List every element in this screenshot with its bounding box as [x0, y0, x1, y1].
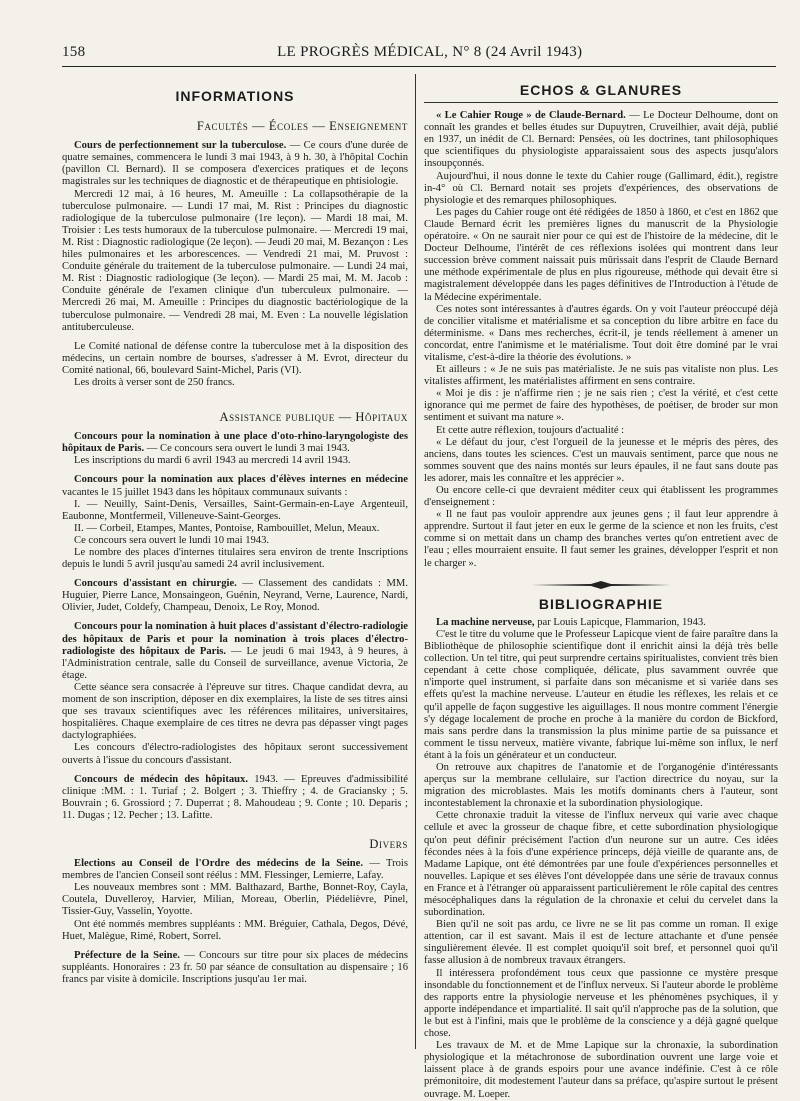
article-paragraph: Les pages du Cahier rouge ont été rédigées de 1850 à 1860, et c'est en 1862 que Claude Bernard écrit les premières lignes du manuscrit de la Physiologie opératoire. « On ne saurait nier pour ce qui est de l'histoire de la médecine, dit le Docteur Delhoume, l'intérêt de ces réflexions isolées qui montrent dans leur succession brève comment naissait puis mûrissait dans l'esprit de Claude Bernard une méthode expérimentale de plus en plus rigoureuse, méthode qui devait être si magistralement développée dans les pages définitives de l'Introduction à l'étude de la Médecine expérimentale. — [424, 206, 778, 303]
article-paragraph: Ces notes sont intéressantes à d'autres égards. On y voit l'auteur préoccupé déjà de concilier vitalisme et matérialisme et sa conception du libre arbitre en face du déterminisme. « Dans mes recherches, écrit-il, je tends réellement à amener un concordat, entre l'animisme et le matérialisme. Tout doit être dominé par le vrai vitalisme, c'est-à-dire la théorie des évolutions. » — [424, 303, 778, 363]
article-paragraph: Concours pour la nomination à huit places d'assistant d'électro-radiologie des hôpitaux de Paris et pour la nomination à trois places d'électro-radiologiste des hôpitaux de Paris. — Le jeudi 6 mai 1943, à 9 heures, à l'Administration centrale, salle du Conseil de surveillance, avenue Victoria, 2e étage. — [62, 621, 408, 681]
section-title-informations: INFORMATIONS — [175, 88, 295, 104]
ornament-rule-icon — [531, 581, 671, 589]
article-paragraph: Concours pour la nomination aux places d'élèves internes en médecine vacantes le 15 juillet 1943 dans les hôpitaux communaux suivants : — [62, 474, 408, 498]
article-paragraph: « Le défaut du jour, c'est l'orgueil de la jeunesse et le mépris des pères, des anciens, dans toutes les sciences. C'est un mauvais sentiment, parce que nous ne sommes souvent que des nains montés sur leurs épaules, il ne faut sans doute pas les adorer, mais les connaître et les apprécier ». — [424, 436, 778, 484]
right-column — [424, 80, 778, 1101]
article-lead: Cours de perfectionnement sur la tuberculose. — [74, 140, 287, 152]
article-lead: « Le Cahier Rouge » de Claude-Bernard. — [436, 110, 626, 122]
article-paragraph: Le Comité national de défense contre la tuberculose met à la disposition des médecins, un certain nombre de bourses, s'adresser à M. Evrot, directeur du Comité national, 66, boulevard Saint-Michel, Paris (VI). — [62, 340, 408, 376]
article-paragraph: Concours d'assistant en chirurgie. — Classement des candidats : MM. Huguier, Pierre Lance, Monsaingeon, Guénin, Neyrand, Verne, Laurence, Nardi, Olivier, Judet, Coldefy, Champeau, Denoix, Le Roy, Monod. — [62, 578, 408, 614]
article-paragraph: « Le Cahier Rouge » de Claude-Bernard. — Le Docteur Delhoume, dont on connaît les grandes et belles études sur Dupuytren, Cruveilhier, avait déjà, publié en 1937, un inédit de Cl. Bernard: Pensées, où les doctrines, tant philosophiques que scientifiques du physiologiste apparaissaient sous des aspects jusqu'alors insoupçonnés. — [424, 110, 778, 170]
article-paragraph: Cette chronaxie traduit la vitesse de l'influx nerveux qui varie avec chaque cellule et avec la grosseur de chaque fibre, et cette subordination physiologique qu'on peut définir précisément l'action d'un neurone sur un autre. Ces idées fécondes nées à la fois d'une expérience princeps, déjà vieille de quarante ans, de Madame Lapique, ont été démontrées par une foule d'expériences personnelles et nouvelles. Lapique et ses élèves l'ont développée dans une série de travaux connus en France et à l'étranger où apparaissent particulièrement le rôle capital des centres mésocéphaliques dans la régulation de la chronaxie et celui du cervelet dans la subordination. — [424, 810, 778, 919]
subhead-facultes: Facultés — Écoles — Enseignement — [196, 119, 408, 134]
article-paragraph: Concours pour la nomination à une place d'oto-rhino-laryngologiste des hôpitaux de Paris. — Ce concours sera ouvert le lundi 3 mai 1943. — [62, 431, 408, 455]
article-lead: Concours pour la nomination aux places d'élèves internes en médecine — [74, 474, 408, 486]
article-paragraph: Les inscriptions du mardi 6 avril 1943 au mercredi 14 avril 1943. — [74, 455, 351, 467]
article-lead: Concours pour la nomination à huit places d'assistant d'électro-radiologie des hôpitaux de Paris et pour la nomination à trois places d'électro-radiologiste des hôpitaux de Paris. — [62, 621, 408, 657]
article-paragraph: Aujourd'hui, il nous donne le texte du Cahier rouge (Gallimard, édit.), registre in-4° où Cl. Bernard notait ses projets d'expériences, des observations de physiologie et des remarques philosophiques. — [424, 170, 778, 206]
article-paragraph: Mercredi 12 mai, à 16 heures, M. Ameuille : La collapsothérapie de la tuberculose pulmonaire. — Lundi 17 mai, M. Rist : Principes du diagnostic radiologique de la tuberculose pulmonaire (1re leçon). — Mardi 18 mai, M. Troisier : Les tests humoraux de la tuberculose pulmonaire. — Mercredi 19 mai, M. Rist : Diagnostic radiologique (2e leçon). — Jeudi 20 mai, M. Bezançon : Les hiles pulmonaires et les arborescences. — Vendredi 21 mai, M. Pruvost : Conduite générale du traitement de la tuberculose pulmonaire. — Lundi 24 mai, M. Rist : Diagnostic radiologique (3e leçon). — Mardi 25 mai, M. M. Jacob : Conduite générale de l'examen clinique d'un tuberculeux pulmonaire. — Mercredi 26 mai, M. Ameuille : Principes du diagnostic bactériologique de la tuberculose pulmonaire. — Vendredi 28 mai, M. Even : La nouvelle législation antituberculeuse. — [62, 188, 408, 333]
article-paragraph: Ou encore celle-ci que devraient méditer ceux qui établissent les programmes d'enseignement : — [424, 485, 778, 509]
article-paragraph: Concours de médecin des hôpitaux. 1943. — Epreuves d'admissibilité clinique :MM. : 1. Turiaf ; 2. Bolgert ; 3. Thieffry ; 4. de Graciansky ; 5. Bouvrain ; 6. Grossiord ; 7. Duperrat ; 8. Mahoudeau ; 9. Conte ; 10. Deparis ; 11. Dugas ; 12. Pecher ; 13. Lafitte. — [62, 773, 408, 821]
article-paragraph: Les travaux de M. et de Mme Lapique sur la chronaxie, la subordination physiologique et la métachronose de subordination ouvrent une large voie et laissent place à de grands espoirs pour une avance indéfinie. C'est à ce rôle prémonitoire, dit modestement l'auteur dans sa préface, qu'aspire surtout le présent ouvrage. M. Loeper. — [424, 1040, 778, 1100]
article-paragraph: Elections au Conseil de l'Ordre des médecins de la Seine. — Trois membres de l'ancien Conseil sont réélus : MM. Flessinger, Lemierre, Lafay. — [62, 858, 408, 882]
article-paragraph: Les nouveaux membres sont : MM. Balthazard, Barthe, Bonnet-Roy, Cayla, Coutela, Duvelleroy, Harvier, Milian, Moreau, Oberlin, Piédelièvre, Pinel, Tissier-Guy, Vasselin, Yoyotte. — [62, 882, 408, 918]
article-paragraph: Cours de perfectionnement sur la tuberculose. — Ce cours d'une durée de quatre semaines, commencera le lundi 3 mai 1943, à 9 h. 30, à l'hôpital Cochin (pavillon Cl. Bernard). Il se composera d'exercices pratiques et de leçons magistrales sur les techniques de diagnostic et de thérapeutique en phtisiologie. — [62, 140, 408, 188]
article-paragraph: Et cette autre réflexion, toujours d'actualité : — [436, 424, 625, 436]
article-lead: La machine nerveuse, — [436, 616, 535, 628]
article-paragraph: I. — Neuilly, Saint-Denis, Versailles, Saint-Germain-en-Laye Argenteuil, Eaubonne, Montfermeil, Villeneuve-Saint-Georges. — [62, 498, 408, 522]
article-paragraph: « Il ne faut pas vouloir apprendre aux jeunes gens ; il faut leur apprendre à apprendre. Surtout il faut jeter en eux le germe de la science et non les fruits, c'est comme si on mettait dans un champ des branches vertes qu'on entretient avec de l'eau ; elles mourraient ensuite. Il faut semer les graines, développer l'esprit et non le charger ». — [424, 509, 778, 569]
article-paragraph: II. — Corbeil, Etampes, Mantes, Pontoise, Rambouillet, Melun, Meaux. — [74, 522, 380, 534]
article-lead: Concours d'assistant en chirurgie. — [74, 578, 237, 590]
header-rule — [62, 66, 776, 67]
column-divider — [415, 74, 416, 1049]
section-title-echos: ECHOS & GLANURES — [424, 84, 778, 103]
article-paragraph: Les droits à verser sont de 250 francs. — [74, 376, 235, 388]
article-paragraph: Préfecture de la Seine. — Concours sur titre pour six places de médecins suppléants. Honoraires : 23 fr. 50 par séance de consultation au dispensaire ; 16 francs par visite à domicile. Inscriptions jusqu'au 1er mai. — [62, 949, 408, 985]
ornament-divider — [424, 580, 778, 592]
article-lead: Préfecture de la Seine. — [74, 949, 180, 961]
subhead-divers: Divers — [369, 836, 408, 851]
running-header — [62, 44, 774, 61]
article-paragraph: Bien qu'il ne soit pas ardu, ce livre ne se lit pas comme un roman. Il exige attention, car il est savant. Mais il est de lecture attachante et d'une pensée singulièrement élevée. Il est complet quoiqu'il soit bref, et personnel quoi qu'il fasse allusion à de nombreux travaux étrangers. — [424, 919, 778, 967]
article-paragraph: Il intéressera profondément tous ceux que passionne ce mystère presque insondable du fonctionnement et de l'influx nerveux. Si l'auteur aborde le problème des rapports entre la physiologie nerveuse et les phénomènes psychiques, il y apporte indépendance et impartialité. Il sait qu'il n'approche pas de la solution, que le but est à l'infini, mais que le problème de la conscience y a déjà gagné quelque chose. — [424, 967, 778, 1040]
article-lead: Concours pour la nomination à une place d'oto-rhino-laryngologiste des hôpitaux de Paris. — [62, 431, 408, 455]
article-paragraph: Le nombre des places d'internes titulaires sera environ de trente Inscriptions depuis le lundi 5 avril jusqu'au samedi 24 avril inclusivement. — [62, 547, 408, 571]
article-paragraph: Les concours d'électro-radiologistes des hôpitaux seront successivement ouverts à l'issue du concours d'assistant. — [62, 742, 408, 766]
article-paragraph: Cette séance sera consacrée à l'épreuve sur titres. Chaque candidat devra, au moment de son inscription, déposer en dix exemplaires, la liste de ses titres ainsi que ses travaux scientifiques avec les références militaires, universitaires, hospitalières. Chaque exemplaire de ces titres ne devra pas dépasser vingt pages dactylographiées. — [62, 681, 408, 742]
article-paragraph: « Moi je dis : je n'affirme rien ; je ne sais rien ; c'est la vérité, et c'est cette ignorance qui me permet de faire des hypothèses, de poétiser, de broder sur mon sentiment et suivant ma nature ». — [424, 388, 778, 424]
journal-title: LE PROGRÈS MÉDICAL, N° 8 (24 Avril 1943) — [277, 44, 583, 60]
article-paragraph: On retrouve aux chapitres de l'anatomie et de l'organogénie d'intéressants aperçus sur la membrane cellulaire, sur l'action directrice du noyau, sur la migration des microblastes. Mais les motifs dominants chers à l'auteur, sont incontestablement la chronaxie et la subordination physiologique. — [424, 761, 778, 810]
article-lead: Elections au Conseil de l'Ordre des médecins de la Seine. — [74, 858, 364, 870]
section-title-bibliographie: BIBLIOGRAPHIE — [538, 595, 664, 612]
article-paragraph: Ce concours sera ouvert le lundi 10 mai 1943. — [74, 534, 270, 546]
article-paragraph: C'est le titre du volume que le Professeur Lapicque vient de faire paraître dans la Bibliothèque de philosophie scientifique dont il enrichit ainsi la déjà très belle collection. Un tel titre, qui peut surprendre certains spiritualistes, convient très bien cependant à cette chose compliquée, délicate, plus savamment ouvrée que n'importe quel instrument, si parfaite dans son mécanisme et si variée dans ses effets qu'est la machine nerveuse. L'auteur en étudie les réflexes, les relais et ce qu'il appelle de façon suggestive les aiguillages. Il nous montre comment l'énergie s'y dégage localement de proche en proche à la manière du cordon de Bickford, mais sans perdre dans la transmission la plus minime partie de sa puissance et comment le tissu nerveux, matière vivante, fabrique lui-même son influx, le nerf étant à la fois un générateur et un conducteur. — [424, 628, 778, 761]
article-lead: Concours de médecin des hôpitaux. — [74, 773, 248, 785]
subhead-assistance: Assistance publique — Hôpitaux — [219, 410, 408, 425]
article-paragraph: Et ailleurs : « Je ne suis pas matérialiste. Je ne suis pas vitaliste non plus. Les vitalistes affirment, les matérialistes affirment en sens contraire. — [424, 364, 778, 388]
page-number: 158 — [62, 44, 86, 60]
article-paragraph: Ont été nommés membres suppléants : MM. Bréguier, Cathala, Degos, Dévé, Huet, Malègue, Rimé, Robert, Sorrel. — [62, 918, 408, 942]
left-column — [62, 80, 408, 986]
article-paragraph: La machine nerveuse, par Louis Lapicque, Flammarion, 1943. — [436, 616, 706, 628]
